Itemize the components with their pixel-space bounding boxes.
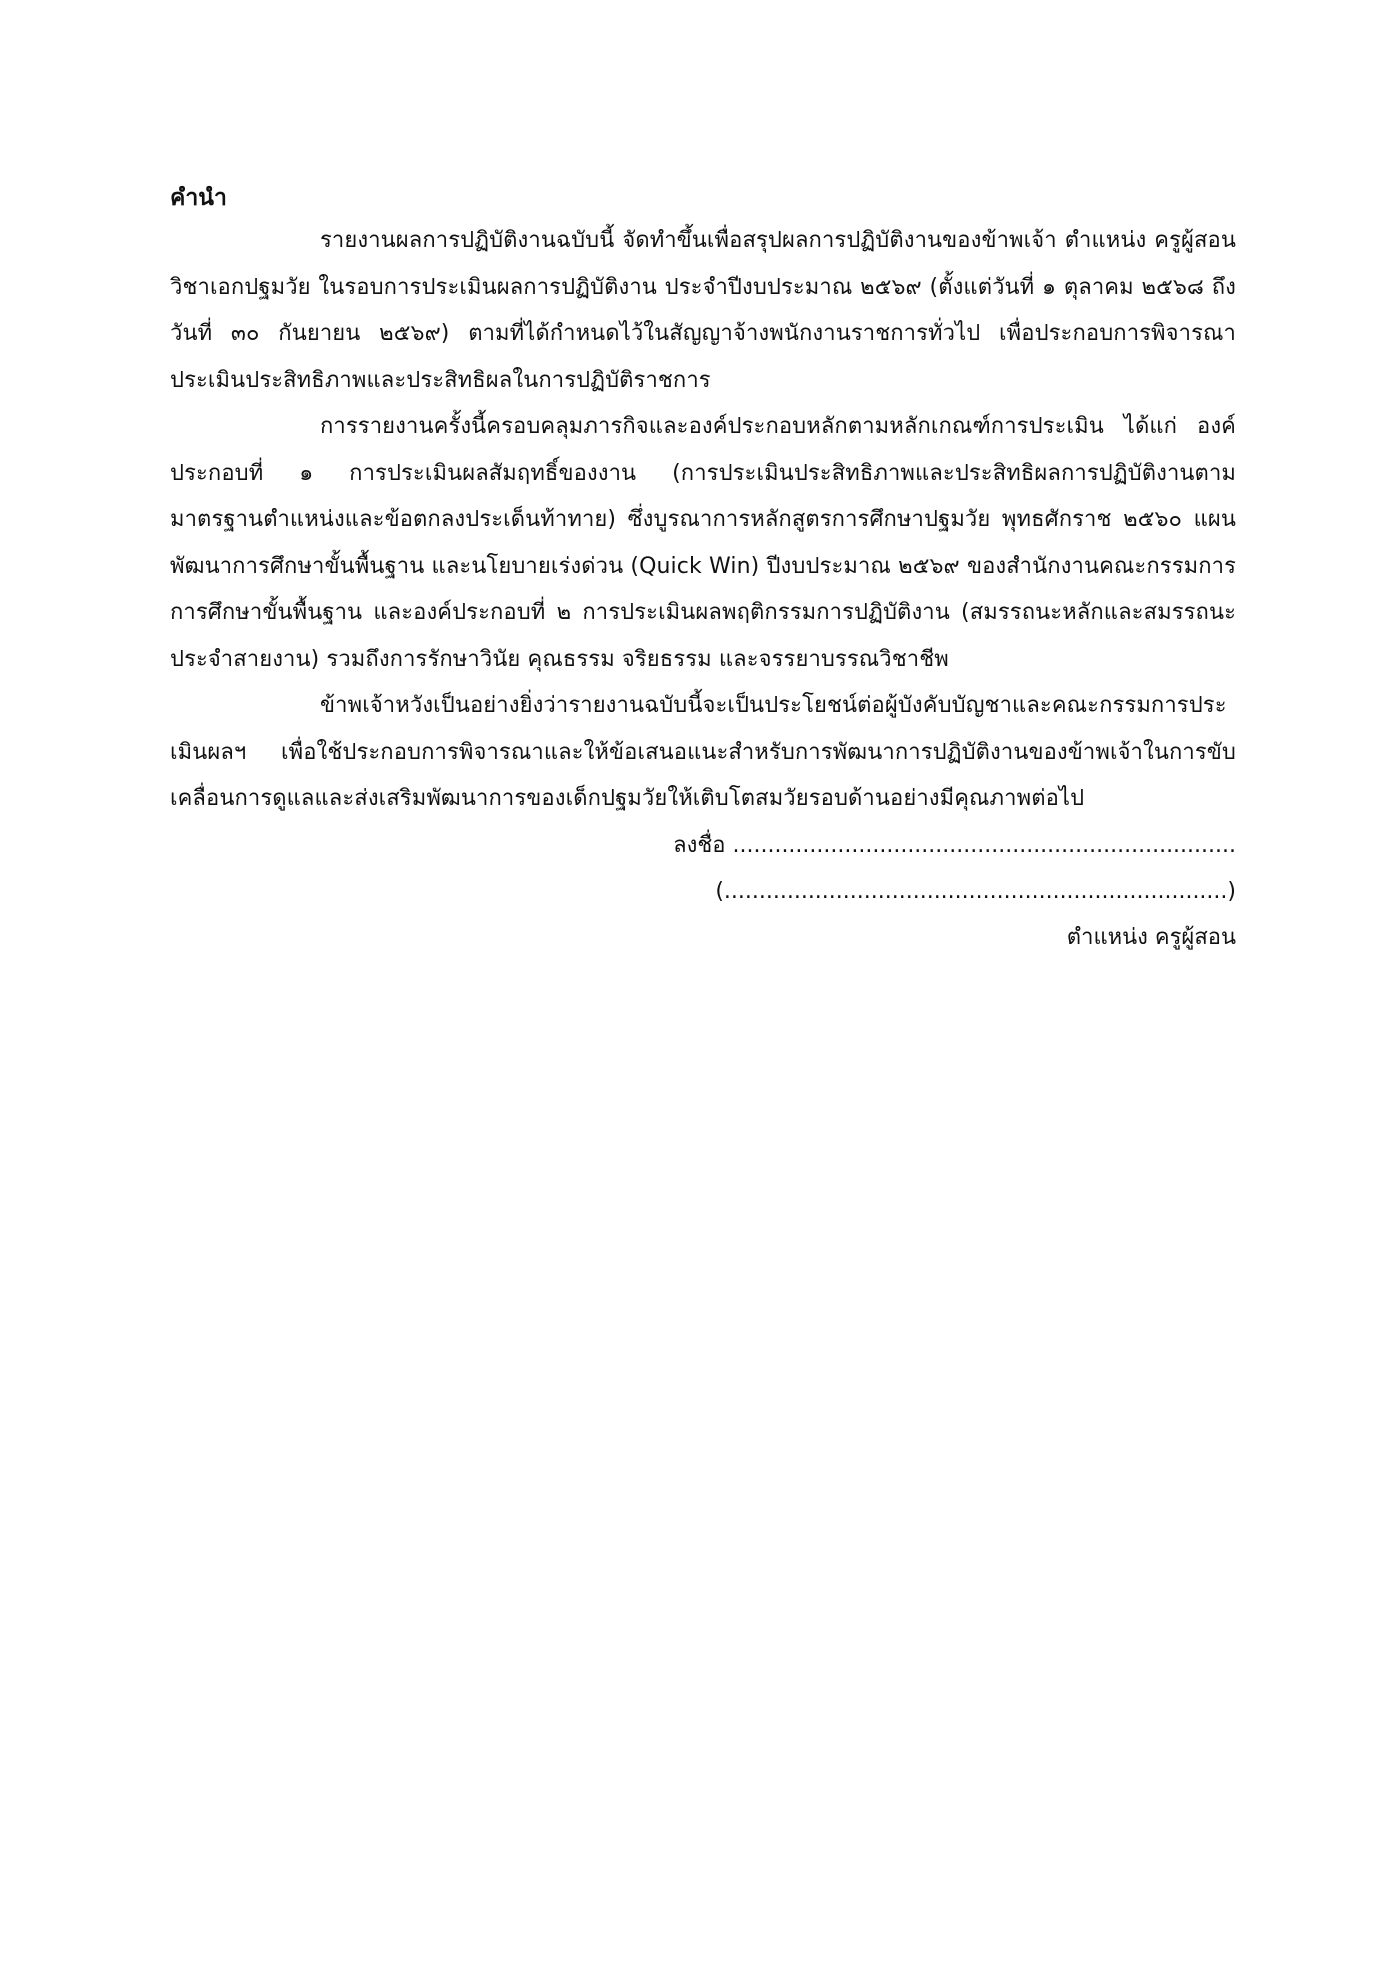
signer-name-line: (........................................................................)	[715, 878, 1236, 904]
signature-block	[170, 823, 1236, 961]
document-heading: คำนำ	[170, 185, 227, 211]
signer-position: ตำแหน่ง ครูผู้สอน	[1066, 924, 1236, 950]
document-body	[170, 178, 1236, 961]
paragraph-closing: ข้าพเจ้าหวังเป็นอย่างยิ่งว่ารายงานฉบับนี้จะเป็นประโยชน์ต่อผู้บังคับบัญชาและคณะกรรมการประเมินผลฯ เพื่อใช้ประกอบการพิจารณาและให้ข้อเสนอแนะสำหรับการพัฒนาการปฏิบัติงานของข้าพเจ้าในการขับเคลื่อนการดูแลและส่งเสริมพัฒนาการของเด็กปฐมวัยให้เติบโตสมวัยรอบด้านอย่างมีคุณภาพต่อไป	[170, 693, 1236, 811]
paragraph-intro: รายงานผลการปฏิบัติงานฉบับนี้ จัดทำขึ้นเพื่อสรุปผลการปฏิบัติงานของข้าพเจ้า ตำแหน่ง ครูผู้สอน วิชาเอกปฐมวัย ในรอบการประเมินผลการปฏิบัติงาน ประจำปีงบประมาณ ๒๕๖๙ (ตั้งแต่วันที่ ๑ ตุลาคม ๒๕๖๘ ถึงวันที่ ๓๐ กันยายน ๒๕๖๙) ตามที่ได้กำหนดไว้ในสัญญาจ้างพนักงานราชการทั่วไป เพื่อประกอบการพิจารณาประเมินประสิทธิภาพและประสิทธิผลในการปฏิบัติราชการ	[170, 228, 1236, 393]
signature-line: ลงชื่อ ........................................................................	[673, 832, 1236, 858]
paragraph-scope: การรายงานครั้งนี้ครอบคลุมภารกิจและองค์ประกอบหลักตามหลักเกณฑ์การประเมิน ได้แก่ องค์ประกอบที่ ๑ การประเมินผลสัมฤทธิ์ของงาน (การประเมินประสิทธิภาพและประสิทธิผลการปฏิบัติงานตามมาตรฐานตำแหน่งและข้อตกลงประเด็นท้าทาย) ซึ่งบูรณาการหลักสูตรการศึกษาปฐมวัย พุทธศักราช ๒๕๖๐ แผนพัฒนาการศึกษาขั้นพื้นฐาน และนโยบายเร่งด่วน (Quick Win) ปีงบประมาณ ๒๕๖๙ ของสำนักงานคณะกรรมการการศึกษาขั้นพื้นฐาน และองค์ประกอบที่ ๒ การประเมินผลพฤติกรรมการปฏิบัติงาน (สมรรถนะหลักและสมรรถนะประจำสายงาน) รวมถึงการรักษาวินัย คุณธรรม จริยธรรม และจรรยาบรรณวิชาชีพ	[170, 414, 1236, 672]
